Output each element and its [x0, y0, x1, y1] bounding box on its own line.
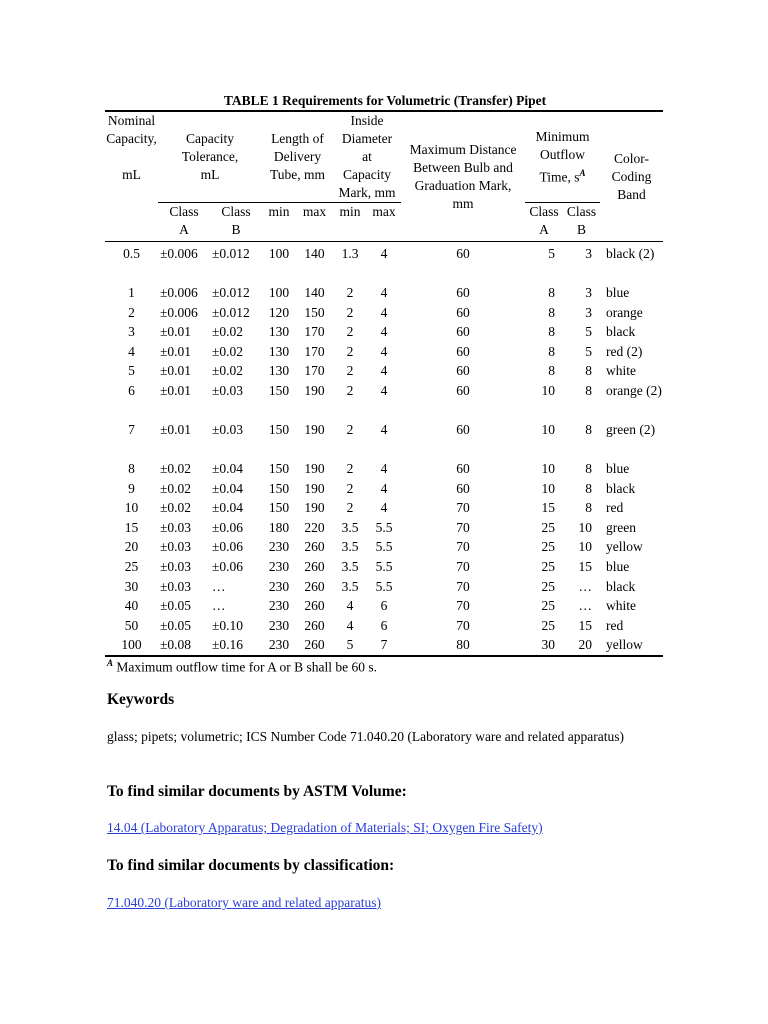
- table-cell-tolB: ±0.03: [212, 382, 244, 398]
- table-cell-tB: …: [578, 578, 593, 594]
- table-row: [105, 616, 663, 636]
- table-cell-tolA: ±0.05: [160, 598, 192, 614]
- header-text: Minimum: [535, 128, 590, 144]
- header-class-b: [210, 203, 262, 242]
- table-cell-lenMin: 100: [268, 285, 290, 300]
- table-cell-lenMax: 260: [304, 617, 325, 633]
- header-nominal-capacity: [105, 111, 158, 242]
- table-cell-tA: 15: [541, 500, 556, 516]
- table-cell-dMin: 2: [346, 304, 354, 320]
- table-cell-tB: 10: [578, 519, 593, 535]
- table-cell-dist: 80: [401, 635, 525, 656]
- header-text: Coding: [611, 168, 652, 184]
- header-text: Between Bulb and: [413, 159, 513, 175]
- header-text: Tube, mm: [270, 167, 326, 182]
- table-cell-tB: 10: [578, 539, 593, 555]
- header-text: Capacity: [343, 167, 391, 182]
- table-cell-dMax: 7: [367, 635, 401, 656]
- table-cell-lenMin: 150: [268, 382, 290, 398]
- table-cell-tB: 8: [585, 421, 593, 437]
- header-text: mL: [200, 167, 220, 182]
- table-cell-band: red: [606, 500, 624, 516]
- header-outflow-class-b: [563, 203, 600, 242]
- table-cell-dMax: 5.5: [375, 519, 393, 535]
- table-cell-band: black: [606, 480, 636, 496]
- table-cell-dMin: 2: [346, 460, 354, 476]
- table-cell-dMax: 4: [380, 285, 388, 300]
- table-cell-dMax: 5.5: [375, 578, 393, 594]
- table-cell-tB: 5: [585, 343, 593, 359]
- header-delivery-tube-length: [262, 111, 333, 203]
- table-cell-cap: 1: [128, 285, 135, 300]
- table-cell-tolB: ±0.16: [210, 635, 262, 656]
- table-cell-cap: 7: [128, 421, 135, 437]
- table-cell-dMax: 4: [380, 460, 388, 476]
- table-cell-cap: 50: [124, 617, 139, 633]
- table-cell-tA: 8: [548, 285, 556, 300]
- table-cell-tB: 20: [563, 635, 600, 656]
- table-cell-lenMax: 190: [304, 500, 325, 516]
- table-cell-dist: 60: [456, 382, 470, 398]
- footnote-marker: A: [107, 658, 114, 668]
- table-cell-tolB: ±0.06: [212, 558, 244, 574]
- table-cell-tolB: ±0.02: [212, 343, 244, 359]
- table-cell-dMax: 4: [380, 343, 388, 359]
- table-cell-dist: 70: [456, 519, 470, 535]
- requirements-table: [105, 110, 663, 657]
- table-cell-tA: 25: [541, 519, 556, 535]
- table-cell-dMin: 3.5: [341, 578, 359, 594]
- header-diameter-min: min: [339, 204, 361, 219]
- table-cell-dist: 70: [456, 617, 470, 633]
- header-minimum-outflow-time: [525, 111, 600, 203]
- table-cell-dist: 70: [456, 539, 470, 555]
- table-cell-band: black: [606, 578, 636, 594]
- header-text: Class: [529, 204, 559, 219]
- header-text: at: [362, 149, 372, 164]
- table-cell-tB: 8: [585, 480, 593, 496]
- table-cell-dMax: 6: [380, 617, 388, 633]
- table-row: [105, 537, 663, 557]
- table-cell-lenMin: 230: [268, 598, 290, 614]
- table-cell-cap: 4: [128, 343, 135, 359]
- table-cell-tB: 3: [585, 304, 593, 320]
- astm-volume-heading: To find similar documents by ASTM Volume:: [107, 783, 407, 800]
- table-cell-tolB: …: [212, 598, 226, 614]
- table-cell-lenMin: 130: [268, 363, 290, 379]
- table-cell-tolA: ±0.03: [160, 558, 192, 574]
- table-cell-dist: 70: [456, 578, 470, 594]
- table-cell-dist: 60: [456, 363, 470, 379]
- table-cell-lenMin: 150: [268, 480, 290, 496]
- table-row: [105, 420, 663, 459]
- header-outflow-class-a: [525, 203, 563, 242]
- table-row: [105, 242, 663, 284]
- classification-heading: To find similar documents by classification:: [107, 857, 395, 874]
- table-cell-band: orange (2): [606, 382, 662, 398]
- table-cell-lenMin: 150: [268, 500, 290, 516]
- table-cell-tA: 8: [548, 343, 556, 359]
- table-cell-tolA: ±0.02: [160, 500, 192, 516]
- table-cell-tolB: ±0.04: [212, 500, 244, 516]
- table-cell-tolB: ±0.02: [212, 324, 244, 340]
- table-cell-dist: 60: [456, 480, 470, 496]
- table-cell-tA: 30: [525, 635, 563, 656]
- table-row: [105, 557, 663, 577]
- header-text: Class: [221, 204, 251, 219]
- table-cell-tolA: ±0.006: [160, 304, 198, 320]
- table-cell-lenMax: 170: [304, 343, 325, 359]
- table-cell-dMin: 2: [346, 285, 354, 300]
- table-cell-tolA: ±0.05: [160, 617, 192, 633]
- table-cell-dist: 70: [456, 598, 470, 614]
- table-cell-tA: 25: [541, 578, 556, 594]
- table-cell-dist: 60: [456, 460, 470, 476]
- table-cell-dMin: 4: [346, 598, 354, 614]
- table-cell-lenMax: 190: [304, 460, 325, 476]
- table-row: [105, 381, 663, 420]
- header-text: Color-: [614, 150, 650, 166]
- table-cell-lenMin: 230: [268, 617, 290, 633]
- table-cell-tolA: ±0.02: [160, 480, 192, 496]
- table-row: [105, 303, 663, 323]
- table-cell-tA: 8: [548, 324, 556, 340]
- table-row: [105, 596, 663, 616]
- table-cell-dist: 60: [456, 421, 470, 437]
- table-cell-lenMax: 190: [304, 421, 325, 437]
- header-class-a: [158, 203, 210, 242]
- header-text: Inside: [350, 113, 384, 128]
- table-cell-tolB: ±0.03: [212, 421, 244, 437]
- header-color-coding-band: [600, 111, 663, 242]
- table-cell-dMin: 2: [346, 500, 354, 516]
- table-cell-band: yellow: [606, 539, 643, 555]
- table-cell-lenMax: 260: [304, 539, 325, 555]
- table-cell-band: white: [606, 363, 637, 379]
- table-cell-band: orange: [606, 304, 643, 320]
- table-cell-lenMin: 130: [268, 324, 290, 340]
- table-cell-tolA: ±0.03: [160, 539, 192, 555]
- header-text: Time, s: [539, 169, 580, 185]
- table-cell-band: green: [606, 519, 637, 535]
- header-inside-diameter: [333, 111, 401, 203]
- table-cell-dist: 60: [456, 285, 470, 300]
- header-text: mL: [122, 167, 141, 182]
- table-row: [105, 283, 663, 303]
- table-cell-tB: 8: [585, 382, 593, 398]
- table-cell-cap: 100: [105, 635, 158, 656]
- table-cell-lenMin: 230: [268, 558, 290, 574]
- table-cell-band: blue: [606, 285, 630, 300]
- table-cell-lenMax: 260: [296, 635, 333, 656]
- table-cell-dist: 70: [456, 500, 470, 516]
- table-cell-tB: 8: [585, 500, 593, 516]
- table-cell-cap: 40: [124, 598, 139, 614]
- table-row: [105, 498, 663, 518]
- table-cell-cap: 25: [124, 558, 139, 574]
- table-row: [105, 635, 663, 656]
- table-cell-tolB: ±0.012: [210, 242, 262, 284]
- table-cell-cap: 9: [128, 480, 135, 496]
- table-cell-tA: 8: [548, 363, 556, 379]
- header-length-max: max: [302, 204, 327, 219]
- table-cell-dMax: 4: [380, 304, 388, 320]
- table-cell-tA: 10: [541, 460, 556, 476]
- table-cell-tA: 25: [541, 598, 556, 614]
- table-cell-lenMin: 150: [268, 460, 290, 476]
- header-capacity-tolerance: [158, 111, 262, 203]
- table-cell-band: yellow: [600, 635, 663, 656]
- header-text: Nominal: [107, 113, 156, 128]
- table-cell-band: red: [606, 617, 624, 633]
- header-text: Mark, mm: [338, 185, 396, 200]
- table-cell-tB: 3: [585, 285, 593, 300]
- table-cell-band: black (2): [600, 242, 663, 284]
- astm-volume-link[interactable]: 14.04 (Laboratory Apparatus; Degradation of Materials; SI; Oxygen Fire Safety): [107, 820, 543, 835]
- table-cell-lenMin: 230: [268, 539, 290, 555]
- table-cell-band: blue: [606, 558, 630, 574]
- table-row: [105, 459, 663, 479]
- footnote-marker: A: [579, 167, 586, 178]
- table-cell-tA: 25: [541, 617, 556, 633]
- table-cell-dMin: 3.5: [341, 539, 359, 555]
- table-cell-lenMin: 120: [268, 304, 290, 320]
- header-text: Class: [169, 204, 199, 219]
- table-row: [105, 577, 663, 597]
- table-cell-band: green (2): [606, 421, 656, 437]
- table-cell-tB: 8: [585, 363, 593, 379]
- table-cell-dMax: 4: [380, 324, 388, 340]
- table-cell-tolA: ±0.02: [160, 460, 192, 476]
- table-cell-dMax: 5.5: [375, 558, 393, 574]
- table-cell-dMax: 4: [367, 242, 401, 284]
- table-cell-lenMax: 170: [304, 324, 325, 340]
- header-length-min: min: [268, 204, 290, 219]
- table-footnote: [107, 655, 377, 676]
- table-cell-tB: 15: [578, 558, 593, 574]
- table-body: [105, 242, 663, 656]
- table-cell-lenMax: 140: [296, 242, 333, 284]
- table-cell-lenMin: 180: [268, 519, 290, 535]
- table-cell-tB: 8: [585, 460, 593, 476]
- table-row: [105, 342, 663, 362]
- table-cell-cap: 8: [128, 460, 135, 476]
- table-cell-dMin: 1.3: [333, 242, 367, 284]
- header-text: Tolerance,: [181, 149, 239, 164]
- table-cell-cap: 0.5: [105, 242, 158, 284]
- table-cell-tolA: ±0.01: [160, 421, 192, 437]
- table-cell-dMax: 4: [380, 500, 388, 516]
- table-cell-tolB: ±0.06: [212, 519, 244, 535]
- table-cell-cap: 5: [128, 363, 135, 379]
- table-cell-tolB: ±0.012: [212, 304, 250, 320]
- header-diameter-max: max: [372, 204, 396, 219]
- table-cell-lenMax: 220: [304, 519, 325, 535]
- table-cell-tA: 10: [541, 382, 556, 398]
- table-row: [105, 479, 663, 499]
- table-cell-dMin: 4: [346, 617, 354, 633]
- table-cell-dist: 60: [456, 343, 470, 359]
- header-text: Band: [617, 186, 646, 202]
- header-text: Class: [566, 204, 597, 219]
- table-cell-cap: 15: [124, 519, 139, 535]
- table-cell-lenMax: 190: [304, 382, 325, 398]
- table-cell-dMin: 3.5: [341, 519, 359, 535]
- table-cell-dMax: 4: [380, 363, 388, 379]
- table-cell-tolB: ±0.04: [212, 480, 244, 496]
- header-text: Maximum Distance: [409, 141, 517, 157]
- table-cell-lenMin: 230: [262, 635, 296, 656]
- table-cell-dist: 70: [456, 558, 470, 574]
- table-cell-tolA: ±0.03: [160, 578, 192, 594]
- header-text: A: [539, 222, 549, 237]
- table-cell-dMin: 5: [333, 635, 367, 656]
- table-cell-lenMax: 260: [304, 578, 325, 594]
- header-text: A: [179, 222, 189, 237]
- table-cell-cap: 3: [128, 324, 135, 340]
- table-cell-tolA: ±0.01: [160, 363, 192, 379]
- header-text: B: [231, 222, 241, 237]
- table-cell-tolA: ±0.006: [160, 285, 198, 300]
- table-cell-cap: 30: [124, 578, 139, 594]
- table-row: [105, 361, 663, 381]
- table-cell-lenMax: 170: [304, 363, 325, 379]
- table-cell-tolB: ±0.10: [212, 617, 244, 633]
- keywords-heading: Keywords: [107, 691, 175, 708]
- table-cell-tolB: ±0.012: [212, 285, 250, 300]
- table-cell-band: red (2): [606, 343, 643, 359]
- table-cell-tA: 10: [541, 421, 556, 437]
- header-text: Diameter: [341, 131, 393, 146]
- table-cell-dist: 60: [401, 242, 525, 284]
- table-cell-tolA: ±0.01: [160, 343, 192, 359]
- table-cell-lenMax: 260: [304, 598, 325, 614]
- header-text: Delivery: [273, 149, 322, 164]
- table-cell-lenMax: 260: [304, 558, 325, 574]
- table-cell-tolB: ±0.06: [212, 539, 244, 555]
- table-cell-tolA: ±0.006: [158, 242, 210, 284]
- table-cell-tolB: ±0.04: [212, 460, 244, 476]
- table-cell-tolA: ±0.08: [158, 635, 210, 656]
- table-cell-cap: 20: [124, 539, 139, 555]
- table-cell-tA: 5: [525, 242, 563, 284]
- keywords-text: glass; pipets; volumetric; ICS Number Code 71.040.20 (Laboratory ware and related apparatus): [107, 729, 624, 744]
- table-cell-cap: 10: [124, 500, 139, 516]
- table-cell-tolA: ±0.01: [160, 382, 192, 398]
- table-cell-dMax: 4: [380, 382, 388, 398]
- table-cell-dMin: 2: [346, 382, 354, 398]
- table-cell-tB: 3: [563, 242, 600, 284]
- table-cell-dMax: 6: [380, 598, 388, 614]
- table-cell-lenMin: 150: [268, 421, 290, 437]
- table-cell-band: white: [606, 598, 637, 614]
- header-text: Length of: [271, 131, 324, 146]
- classification-link[interactable]: 71.040.20 (Laboratory ware and related apparatus): [107, 895, 382, 910]
- table-cell-dist: 60: [456, 304, 470, 320]
- table-cell-dMax: 4: [380, 421, 388, 437]
- table-cell-dMin: 2: [346, 421, 354, 437]
- table-cell-tolA: ±0.03: [160, 519, 192, 535]
- table-cell-dMax: 5.5: [375, 539, 393, 555]
- table-cell-lenMin: 230: [268, 578, 290, 594]
- table-cell-lenMin: 130: [268, 343, 290, 359]
- table-cell-dMax: 4: [380, 480, 388, 496]
- footnote-text: Maximum outflow time for A or B shall be 60 s.: [113, 659, 377, 675]
- header-text: mm: [452, 195, 474, 211]
- table-cell-band: blue: [606, 460, 630, 476]
- table-cell-lenMax: 140: [304, 285, 325, 300]
- header-text: Outflow: [540, 146, 586, 162]
- header-text: Capacity,: [106, 131, 157, 146]
- table-cell-tA: 25: [541, 539, 556, 555]
- header-text: B: [577, 222, 587, 237]
- table-cell-tA: 8: [548, 304, 556, 320]
- table-cell-tolB: ±0.02: [212, 363, 244, 379]
- table-cell-band: black: [606, 324, 636, 340]
- table-cell-cap: 2: [128, 304, 135, 320]
- table-cell-lenMax: 150: [304, 304, 325, 320]
- header-text: Capacity: [186, 131, 234, 146]
- table-row: [105, 322, 663, 342]
- table-cell-dMin: 3.5: [341, 558, 359, 574]
- table-cell-tB: …: [578, 598, 593, 614]
- header-text: Graduation Mark,: [414, 177, 512, 193]
- table-cell-lenMin: 100: [262, 242, 296, 284]
- table-cell-tB: 5: [585, 324, 593, 340]
- table-cell-dMin: 2: [346, 343, 354, 359]
- table-row: [105, 518, 663, 538]
- header-maximum-distance: [401, 111, 525, 242]
- table-cell-cap: 6: [128, 382, 135, 398]
- table-cell-dMin: 2: [346, 324, 354, 340]
- table-title: TABLE 1 Requirements for Volumetric (Transfer) Pipet: [223, 93, 547, 108]
- table-cell-lenMax: 190: [304, 480, 325, 496]
- table-cell-tolA: ±0.01: [160, 324, 192, 340]
- table-cell-tB: 15: [578, 617, 593, 633]
- table-cell-tA: 10: [541, 480, 556, 496]
- table-cell-tolB: …: [212, 578, 226, 594]
- table-cell-dMin: 2: [346, 480, 354, 496]
- table-cell-dist: 60: [456, 324, 470, 340]
- table-cell-tA: 25: [541, 558, 556, 574]
- table-cell-dMin: 2: [346, 363, 354, 379]
